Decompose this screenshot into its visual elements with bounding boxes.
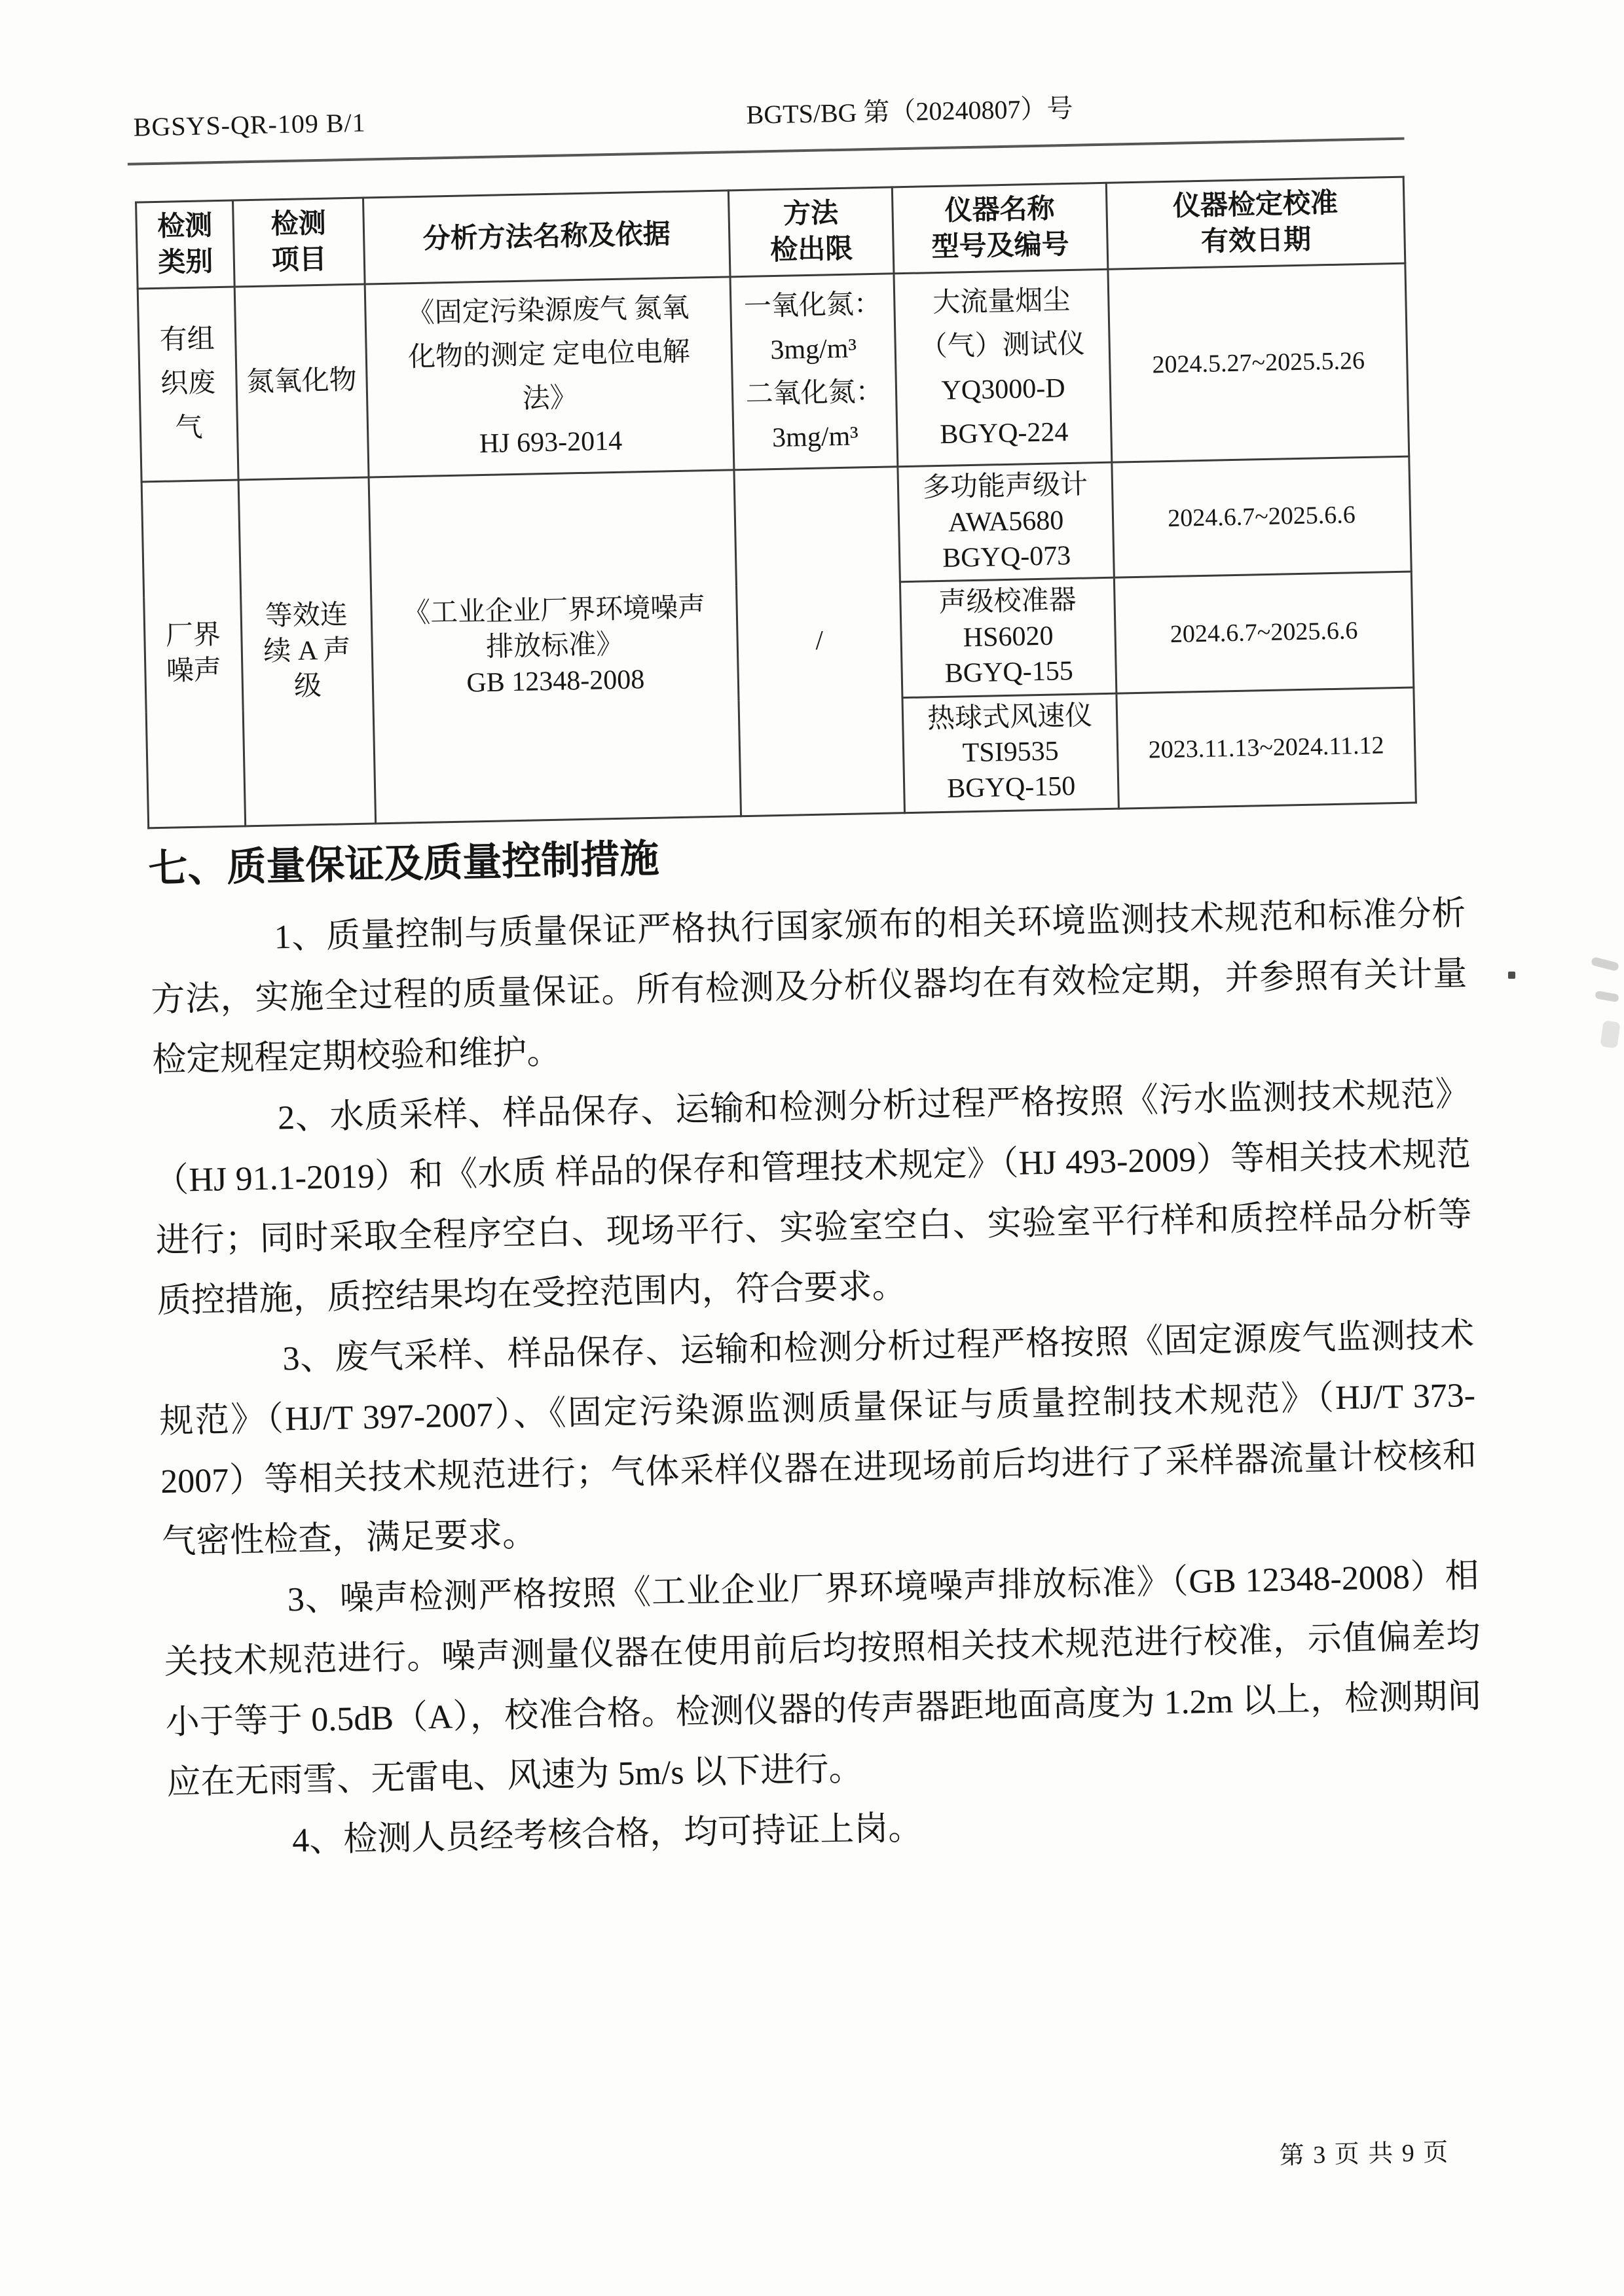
col-header-limit: 方法 检出限: [728, 187, 894, 277]
cell-noise-method: 《工业企业厂界环境噪声 排放标准》 GB 12348-2008: [369, 470, 741, 824]
paragraph-5: 4、检测人员经考核合格，均可持证上岗。: [291, 1809, 923, 1859]
cell-noise-instrument-1: 多功能声级计 AWA5680 BGYQ-073: [898, 462, 1114, 582]
cell-noise-valid-date-2: 2024.6.7~2025.6.6: [1114, 572, 1413, 693]
header-divider: [128, 137, 1405, 166]
col-header-instrument: 仪器名称 型号及编号: [892, 183, 1108, 274]
instrument-method-table: [135, 176, 1417, 829]
col-header-category: 检测 类别: [136, 200, 235, 289]
cell-gas-item: 氮氧化物: [234, 284, 369, 480]
cell-noise-instrument-3: 热球式风速仪 TSI9535 BGYQ-150: [902, 693, 1118, 813]
cell-noise-valid-date-1: 2024.6.7~2025.6.6: [1112, 456, 1411, 577]
cell-noise-instrument-2: 声级校准器 HS6020 BGYQ-155: [900, 577, 1116, 697]
paragraph-2: 2、水质采样、样品保存、运输和检测分析过程严格按照《污水监测技术规范》（HJ 91.1-2019）和《水质 样品的保存和管理技术规定》（HJ 493-2009）等相关技术规范进行；同时采取全程序空白、现场平行、实验室空白、实验室平行样和质控样品分析等质控措施，质控结果均在受控范围内，符合要求。: [154, 1075, 1473, 1320]
cell-noise-category: 厂界 噪声: [141, 480, 246, 828]
doc-code: BGSYS-QR-109 B/1: [133, 107, 367, 142]
scan-artifact-speck: [1508, 972, 1515, 979]
cell-gas-category: 有组 织废 气: [138, 287, 238, 482]
doc-number: BGTS/BG 第（20240807）号: [746, 93, 1073, 130]
paragraph-4: 3、噪声检测严格按照《工业企业厂界环境噪声排放标准》（GB 12348-2008）相关技术规范进行。噪声测量仪器在使用前后均按照相关技术规范进行校准，示值偏差均小于等于 0.5dB（A），校准合格。检测仪器的传声器距地面高度为 1.2m 以上，检测期间应在无雨雪、无雷电、风速为 5m/s 以下进行。: [164, 1557, 1482, 1802]
document-header: [133, 85, 1450, 143]
page-number: 第 3 页 共 9 页: [1279, 2138, 1450, 2170]
table-row-gas: [138, 263, 1409, 482]
cell-noise-item: 等效连 续 A 声 级: [238, 477, 376, 826]
cell-gas-method: 《固定污染源废气 氮氧 化物的测定 定电位电解 法》 HJ 693-2014: [365, 277, 734, 477]
col-header-method: 分析方法名称及依据: [363, 191, 730, 284]
cell-gas-limit: 一氧化氮： 3mg/m³ 二氧化氮： 3mg/m³: [730, 274, 898, 470]
col-header-valid-date: 仪器检定校准 有效日期: [1106, 177, 1405, 269]
section-body: [149, 884, 1485, 1874]
cell-noise-limit: /: [734, 467, 905, 816]
col-header-item: 检测 项目: [233, 198, 365, 287]
section-title: 七、质量保证及质量控制措施: [147, 837, 659, 891]
paragraph-1: 1、质量控制与质量保证严格执行国家颁布的相关环境监测技术规范和标准分析方法，实施全过程的质量保证。所有检测及分析仪器均在有效检定期，并参照有关计量检定规程定期校验和维护。: [150, 894, 1467, 1080]
cell-noise-valid-date-3: 2023.11.13~2024.11.12: [1116, 687, 1416, 809]
paragraph-3: 3、废气采样、样品保存、运输和检测分析过程严格按照《固定源废气监测技术规范》（HJ/T 397-2007）、《固定污染源监测质量保证与质量控制技术规范》（HJ/T 373-2007）等相关技术规范进行；气体采样仪器在进现场前后均进行了采样器流量计校核和气密性检查，满足要求。: [158, 1316, 1477, 1561]
cell-gas-valid-date: 2024.5.27~2025.5.26: [1108, 263, 1409, 462]
cell-gas-instrument: 大流量烟尘 （气）测试仪 YQ3000-D BGYQ-224: [894, 269, 1112, 467]
